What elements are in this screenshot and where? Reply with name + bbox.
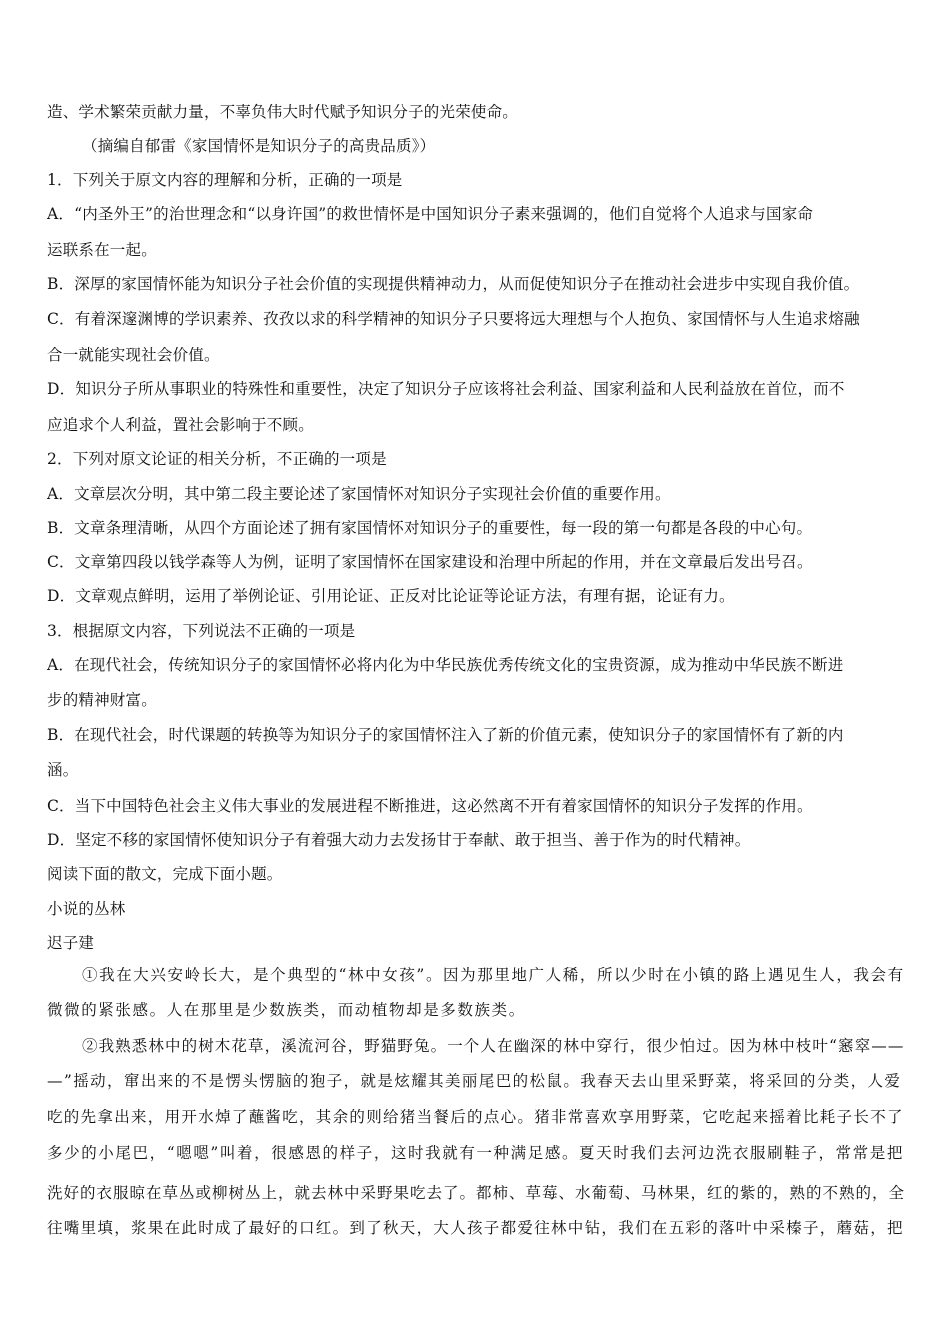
passage-line: 造、学术繁荣贡献力量，不辜负伟大时代赋予知识分子的光荣使命。 xyxy=(47,103,519,121)
question-1-stem: 1．下列关于原文内容的理解和分析，正确的一项是 xyxy=(47,171,403,189)
question-1-option-a: A．“内圣外王”的治世理念和“以身许国”的救世情怀是中国知识分子素来强调的，他们自觉将个人追求与国家命 xyxy=(47,205,814,223)
essay-paragraph-2-cont: 多少的小尾巴，“嗯嗯”叫着，很感恩的样子，这时我就有一种满足感。夏天时我们去河边洗衣服刷鞋子，常常是把 xyxy=(47,1144,904,1162)
question-1-option-c-cont: 合一就能实现社会价值。 xyxy=(47,346,220,364)
question-3-option-b-cont: 涵。 xyxy=(47,761,79,779)
essay-paragraph-2-cont: 洗好的衣服晾在草丛或柳树丛上，就去林中采野果吃去了。都柿、草莓、水葡萄、马林果，红的紫的，熟的不熟的，全 xyxy=(47,1184,906,1202)
essay-paragraph-2-cont: 往嘴里填，浆果在此时成了最好的口红。到了秋天，大人孩子都爱往林中钻，我们在五彩的落叶中采榛子，蘑菇，把 xyxy=(47,1219,904,1237)
question-1-option-d-cont: 应追求个人利益，置社会影响于不顾。 xyxy=(47,416,314,434)
question-2-option-c: C．文章第四段以钱学森等人为例，证明了家国情怀在国家建设和治理中所起的作用，并在文章最后发出号召。 xyxy=(47,553,813,571)
source-citation: （摘编自郁雷《家国情怀是知识分子的高贵品质》） xyxy=(82,137,436,155)
essay-paragraph-2-cont: 吃的先拿出来，用开水焯了蘸酱吃，其余的则给猪当餐后的点心。猪非常喜欢享用野菜，它吃起来摇着比耗子长不了 xyxy=(47,1108,904,1126)
question-2-option-b: B．文章条理清晰，从四个方面论述了拥有家国情怀对知识分子的重要性，每一段的第一句都是各段的中心句。 xyxy=(47,519,813,537)
question-3-option-d: D．坚定不移的家国情怀使知识分子有着强大动力去发扬甘于奉献、敢于担当、善于作为的时代精神。 xyxy=(47,831,751,849)
essay-title: 小说的丛林 xyxy=(47,900,126,918)
essay-paragraph-1: ①我在大兴安岭长大，是个典型的“林中女孩”。因为那里地广人稀，所以少时在小镇的路上遇见生人，我会有 xyxy=(82,966,905,984)
question-3-stem: 3．根据原文内容，下列说法不正确的一项是 xyxy=(47,622,356,640)
question-2-option-d: D．文章观点鲜明，运用了举例论证、引用论证、正反对比论证等论证方法，有理有据，论证有力。 xyxy=(47,587,735,605)
essay-paragraph-2-cont: —”摇动，窜出来的不是愣头愣脑的狍子，就是炫耀其美丽尾巴的松鼠。我春天去山里采野菜，将采回的分类，人爱 xyxy=(47,1072,902,1090)
question-3-option-c: C．当下中国特色社会主义伟大事业的发展进程不断推进，这必然离不开有着家国情怀的知识分子发挥的作用。 xyxy=(47,797,813,815)
question-3-option-b: B．在现代社会，时代课题的转换等为知识分子的家国情怀注入了新的价值元素，使知识分子的家国情怀有了新的内 xyxy=(47,726,844,744)
question-1-option-a-cont: 运联系在一起。 xyxy=(47,241,157,259)
question-3-option-a-cont: 步的精神财富。 xyxy=(47,691,157,709)
question-1-option-c: C．有着深邃渊博的学识素养、孜孜以求的科学精神的知识分子只要将远大理想与个人抱负、家国情怀与人生追求熔融 xyxy=(47,310,860,328)
reading-instruction: 阅读下面的散文，完成下面小题。 xyxy=(47,865,283,883)
question-1-option-d: D．知识分子所从事职业的特殊性和重要性，决定了知识分子应该将社会利益、国家利益和人民利益放在首位，而不 xyxy=(47,380,845,398)
essay-paragraph-1-cont: 微微的紧张感。人在那里是少数族类，而动植物却是多数族类。 xyxy=(47,1001,526,1019)
question-2-option-a: A．文章层次分明，其中第二段主要论述了家国情怀对知识分子实现社会价值的重要作用。 xyxy=(47,485,671,503)
essay-paragraph-2: ②我熟悉林中的树木花草，溪流河谷，野猫野兔。一个人在幽深的林中穿行，很少怕过。因为林中枝叶“窸窣—— xyxy=(82,1037,905,1055)
essay-author: 迟子建 xyxy=(47,934,95,952)
question-3-option-a: A．在现代社会，传统知识分子的家国情怀必将内化为中华民族优秀传统文化的宝贵资源，成为推动中华民族不断进 xyxy=(47,656,844,674)
question-1-option-b: B．深厚的家国情怀能为知识分子社会价值的实现提供精神动力，从而促使知识分子在推动社会进步中实现自我价值。 xyxy=(47,275,860,293)
question-2-stem: 2．下列对原文论证的相关分析，不正确的一项是 xyxy=(47,450,387,468)
